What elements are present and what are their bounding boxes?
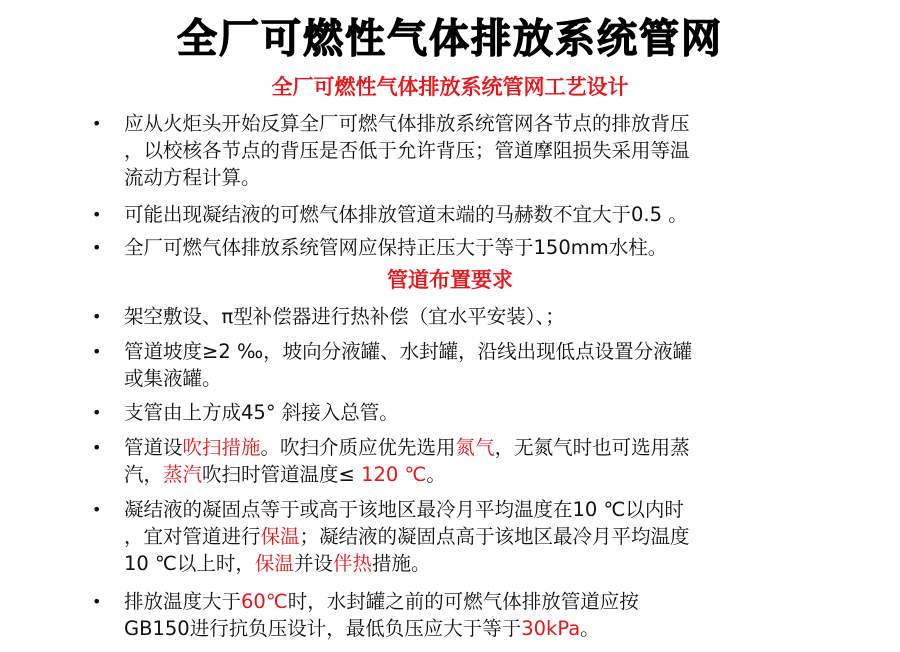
bullet-dot: • (92, 114, 102, 133)
bullet-text-line: 支管由上方成45° 斜接入总管。 (124, 401, 399, 424)
bullet-back-pressure (0, 110, 900, 191)
highlight-heat-tracing: 伴热 (332, 552, 372, 575)
highlight-purge-measure: 吹扫措施 (182, 436, 261, 459)
bullet-text-line: ，以校核各节点的背压是否低于允许背压；管道摩阻损失采用等温 (124, 139, 690, 162)
bullet-dot: • (92, 205, 102, 224)
bullet-text-line: 管道坡度≥2 ‰，坡向分液罐、水封罐，沿线出现低点设置分液罐 (124, 340, 693, 363)
bullet-dot: • (92, 592, 102, 611)
text-run: GB150进行抗负压设计，最低负压应大于等于 (124, 617, 522, 640)
highlight-insulation: 保温 (254, 552, 294, 575)
bullet-positive-pressure (0, 234, 900, 261)
bullet-text-line: 或集液罐。 (124, 367, 222, 390)
bullet-negative-pressure-design (0, 588, 900, 642)
bullet-pipe-slope (0, 338, 900, 392)
bullet-text-line: 可能出现凝结液的可燃气体排放管道末端的马赫数不宜大于0.5 。 (124, 203, 688, 226)
highlight-steam: 蒸汽 (163, 463, 203, 486)
text-run: 。 (580, 617, 600, 640)
bullet-dot: • (92, 342, 102, 361)
bullet-condensate-insulation (0, 496, 900, 577)
text-run: 10 ℃以上时， (124, 552, 255, 575)
text-run: 吹扫时管道温度≤ (202, 463, 362, 486)
highlight-nitrogen: 氮气 (455, 436, 495, 459)
text-run: ；凝结液的凝固点高于该地区最冷月平均温度 (299, 525, 690, 548)
text-run: 凝结液的凝固点等于或高于该地区最冷月平均温度在10 ℃以内时 (124, 498, 684, 521)
bullet-branch-pipe (0, 399, 900, 426)
text-run: 管道设 (124, 436, 183, 459)
bullet-text-line: 流动方程计算。 (124, 166, 261, 189)
highlight-temperature-limit: 120 ℃ (361, 463, 427, 486)
highlight-pressure-value: 30kPa (521, 617, 581, 640)
bullet-purging (0, 434, 900, 488)
text-run: ，无氮气时也可选用蒸 (494, 436, 690, 459)
section-heading-piping-layout: 管道布置要求 (387, 268, 513, 292)
bullet-dot: • (92, 307, 102, 326)
bullet-text-line: 全厂可燃气体排放系统管网应保持正压大于等于150mm水柱。 (124, 236, 668, 259)
bullet-overhead-laying (0, 303, 900, 330)
bullet-text-line: 架空敷设、π型补偿器进行热补偿（宜水平安装）、； (124, 305, 565, 328)
text-run: 。 (426, 463, 446, 486)
highlight-insulation: 保温 (260, 525, 300, 548)
bullet-dot: • (92, 438, 102, 457)
text-run: 排放温度大于 (124, 590, 242, 613)
bullet-dot: • (92, 403, 102, 422)
text-run: 。吹扫介质应优先选用 (260, 436, 456, 459)
bullet-text-line: 应从火炬头开始反算全厂可燃气体排放系统管网各节点的排放背压 (124, 112, 690, 135)
bullet-dot: • (92, 238, 102, 257)
bullet-mach-number (0, 201, 900, 228)
section-heading-process-design: 全厂可燃性气体排放系统管网工艺设计 (271, 75, 629, 99)
text-run: 并设 (293, 552, 333, 575)
text-run: ，宜对管道进行 (124, 525, 261, 548)
page-title: 全厂可燃性气体排放系统管网 (177, 16, 723, 62)
text-run: 时，水封罐之前的可燃气体排放管道应按 (287, 590, 639, 613)
highlight-discharge-temperature: 60℃ (241, 590, 288, 613)
text-run: 措施。 (371, 552, 431, 575)
bullet-dot: • (92, 500, 102, 519)
text-run: 汽， (124, 463, 164, 486)
